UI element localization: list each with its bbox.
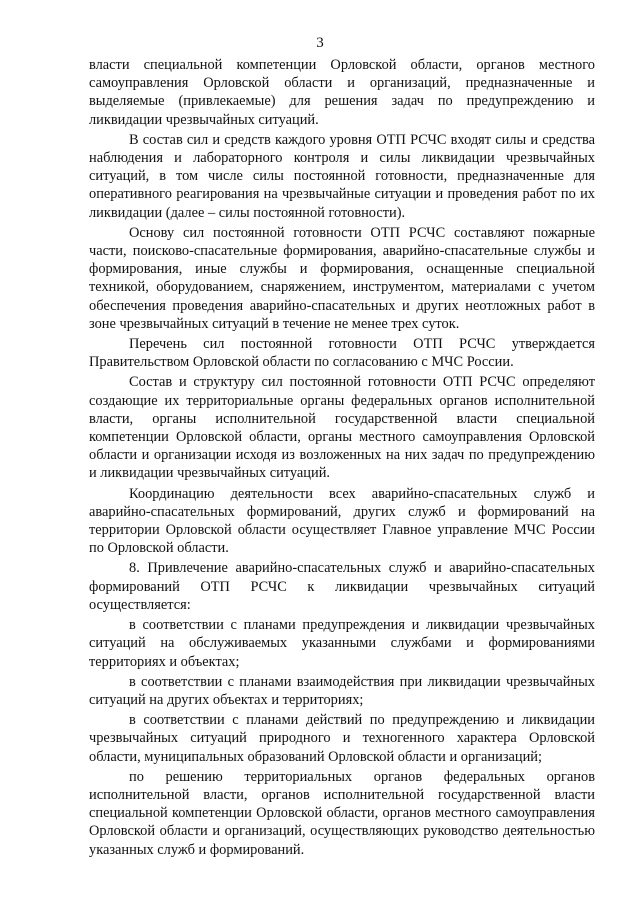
list-item-action-plans: в соответствии с планами действий по предупреждению и ликвидации чрезвычайных ситуаций природного и техногенного характера Орловской области, муниципальных образований Орловской области и организаций; — [89, 712, 595, 765]
list-item-prevention-plans: в соответствии с планами предупреждения и ликвидации чрезвычайных ситуаций на обслуживаемых указанными службами и формированиями территориях и объектах; — [89, 617, 595, 670]
paragraph-forces-list: Перечень сил постоянной готовности ОТП РСЧС утверждается Правительством Орловской области по согласованию с МЧС России. — [89, 336, 595, 371]
list-item-authority-decision: по решению территориальных органов федеральных органов исполнительной власти, органов исполнительной государственной власти специальной компетенции Орловской области, органов местного самоуправления Орловской области и организаций, осуществляющих руководство деятельностью указанных служб и формирований. — [89, 768, 595, 858]
paragraph-forces-structure: Состав и структуру сил постоянной готовности ОТП РСЧС определяют создающие их территориальные органы федеральных органов исполнительной власти, органы исполнительной государственной власти специальной компетенции Орловской области, органы местного самоуправления Орловской области и организации исходя из возложенных на них задач по предупреждению и ликвидации чрезвычайных ситуаций. — [89, 374, 595, 482]
page-number: 3 — [316, 35, 324, 51]
paragraph-section-8: 8. Привлечение аварийно-спасательных служб и аварийно-спасательных формирований ОТП РСЧС к ликвидации чрезвычайных ситуаций осуществляется: — [89, 560, 595, 613]
paragraph-continuation: власти специальной компетенции Орловской области, органов местного самоуправления Орловской области и организаций, предназначенные и выделяемые (привлекаемые) для решения задач по предупреждению и ликвидации чрезвычайных ситуаций. — [89, 57, 595, 128]
document-body — [89, 56, 595, 859]
paragraph-coordination: Координацию деятельности всех аварийно-спасательных служб и аварийно-спасательных формирований, других служб и формирований на территории Орловской области осуществляет Главное управление МЧС России по Орловской области. — [89, 485, 595, 557]
paragraph-forces-composition: В состав сил и средств каждого уровня ОТП РСЧС входят силы и средства наблюдения и лабораторного контроля и силы ликвидации чрезвычайных ситуаций, в том числе силы постоянной готовности, предназначенные для оперативного реагирования на чрезвычайные ситуации и проведения работ по их ликвидации (далее – силы постоянной готовности). — [89, 131, 595, 221]
paragraph-readiness-basis: Основу сил постоянной готовности ОТП РСЧС составляют пожарные части, поисково-спасательные формирования, аварийно-спасательные службы и формирования, иные службы и формирования, оснащенные специальной техникой, оборудованием, снаряжением, инструментом, материалами с учетом обеспечения проведения аварийно-спасательных и других неотложных работ в зоне чрезвычайных ситуаций в течение не менее трех суток. — [89, 224, 595, 332]
list-item-interaction-plans: в соответствии с планами взаимодействия при ликвидации чрезвычайных ситуаций на других объектах и территориях; — [89, 673, 595, 708]
